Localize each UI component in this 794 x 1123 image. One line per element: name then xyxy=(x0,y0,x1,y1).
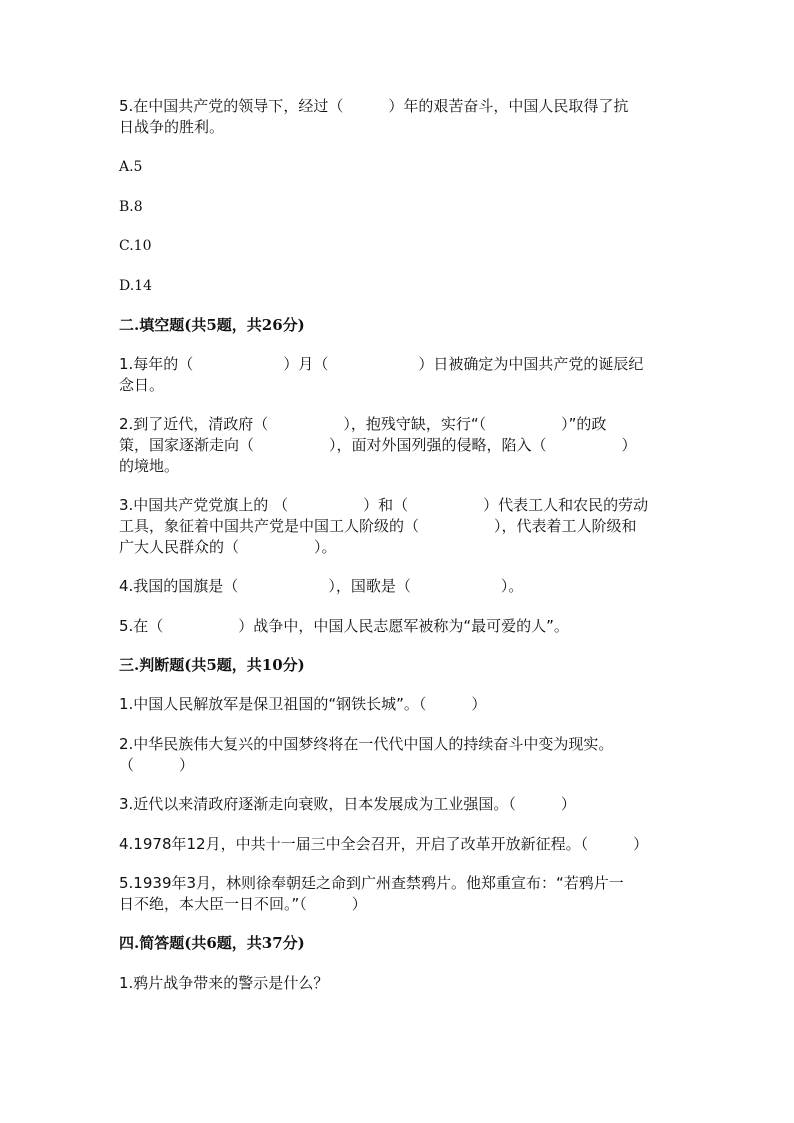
judge-q4: 4.1978年12月，中共十一届三中全会召开，开启了改革开放新征程。（ ） xyxy=(119,835,649,853)
fill-q5: 5.在（ ）战争中，中国人民志愿军被称为“最可爱的人”。 xyxy=(119,617,569,635)
fill-q3-line3: 广大人民群众的（ ）。 xyxy=(119,538,337,556)
fill-q3-line1: 3.中国共产党党旗上的 （ ）和（ ）代表工人和农民的劳动 xyxy=(119,496,649,514)
fill-q3-line2: 工具，象征着中国共产党是中国工人阶级的（ ），代表着工人阶级和 xyxy=(119,517,637,535)
fill-q2-line1: 2.到了近代，清政府（ ），抱残守缺，实行“（ ）”的政 xyxy=(119,415,607,433)
judge-q3: 3.近代以来清政府逐渐走向衰败，日本发展成为工业强国。（ ） xyxy=(119,795,576,813)
choice-q5-option-b: B.8 xyxy=(119,199,143,215)
fill-q2-line2: 策，国家逐渐走向（ ），面对外国列强的侵略，陷入（ ） xyxy=(119,436,637,454)
judge-q5-line2: 日不绝，本大臣一日不回。”（ ） xyxy=(119,895,367,913)
section-heading-fill-blank: 二.填空题(共5题，共26分) xyxy=(119,316,305,334)
choice-q5-option-c: C.10 xyxy=(119,238,152,254)
short-answer-q1: 1.鸦片战争带来的警示是什么？ xyxy=(119,974,329,992)
choice-q5-line2: 日战争的胜利。 xyxy=(119,118,225,136)
fill-q1-line1: 1.每年的（ ）月（ ）日被确定为中国共产党的诞辰纪 xyxy=(119,355,644,373)
choice-q5-option-d: D.14 xyxy=(119,278,152,294)
section-heading-true-false: 三.判断题(共5题，共10分) xyxy=(119,656,305,674)
fill-q4: 4.我国的国旗是（ ），国歌是（ ）。 xyxy=(119,577,524,595)
choice-q5-line1: 5.在中国共产党的领导下，经过（ ）年的艰苦奋斗，中国人民取得了抗 xyxy=(119,97,629,115)
judge-q2-line2: （ ） xyxy=(119,756,195,774)
judge-q1: 1.中国人民解放军是保卫祖国的“钢铁长城”。（ ） xyxy=(119,695,487,713)
judge-q2-line1: 2.中华民族伟大复兴的中国梦终将在一代代中国人的持续奋斗中变为现实。 xyxy=(119,735,614,753)
judge-q5-line1: 5.1939年3月，林则徐奉朝廷之命到广州查禁鸦片。他郑重宣布：“若鸦片一 xyxy=(119,874,624,892)
section-heading-short-answer: 四.简答题(共6题，共37分) xyxy=(119,934,305,952)
fill-q2-line3: 的境地。 xyxy=(119,457,180,475)
fill-q1-line2: 念日。 xyxy=(119,376,165,394)
choice-q5-option-a: A.5 xyxy=(119,159,143,175)
